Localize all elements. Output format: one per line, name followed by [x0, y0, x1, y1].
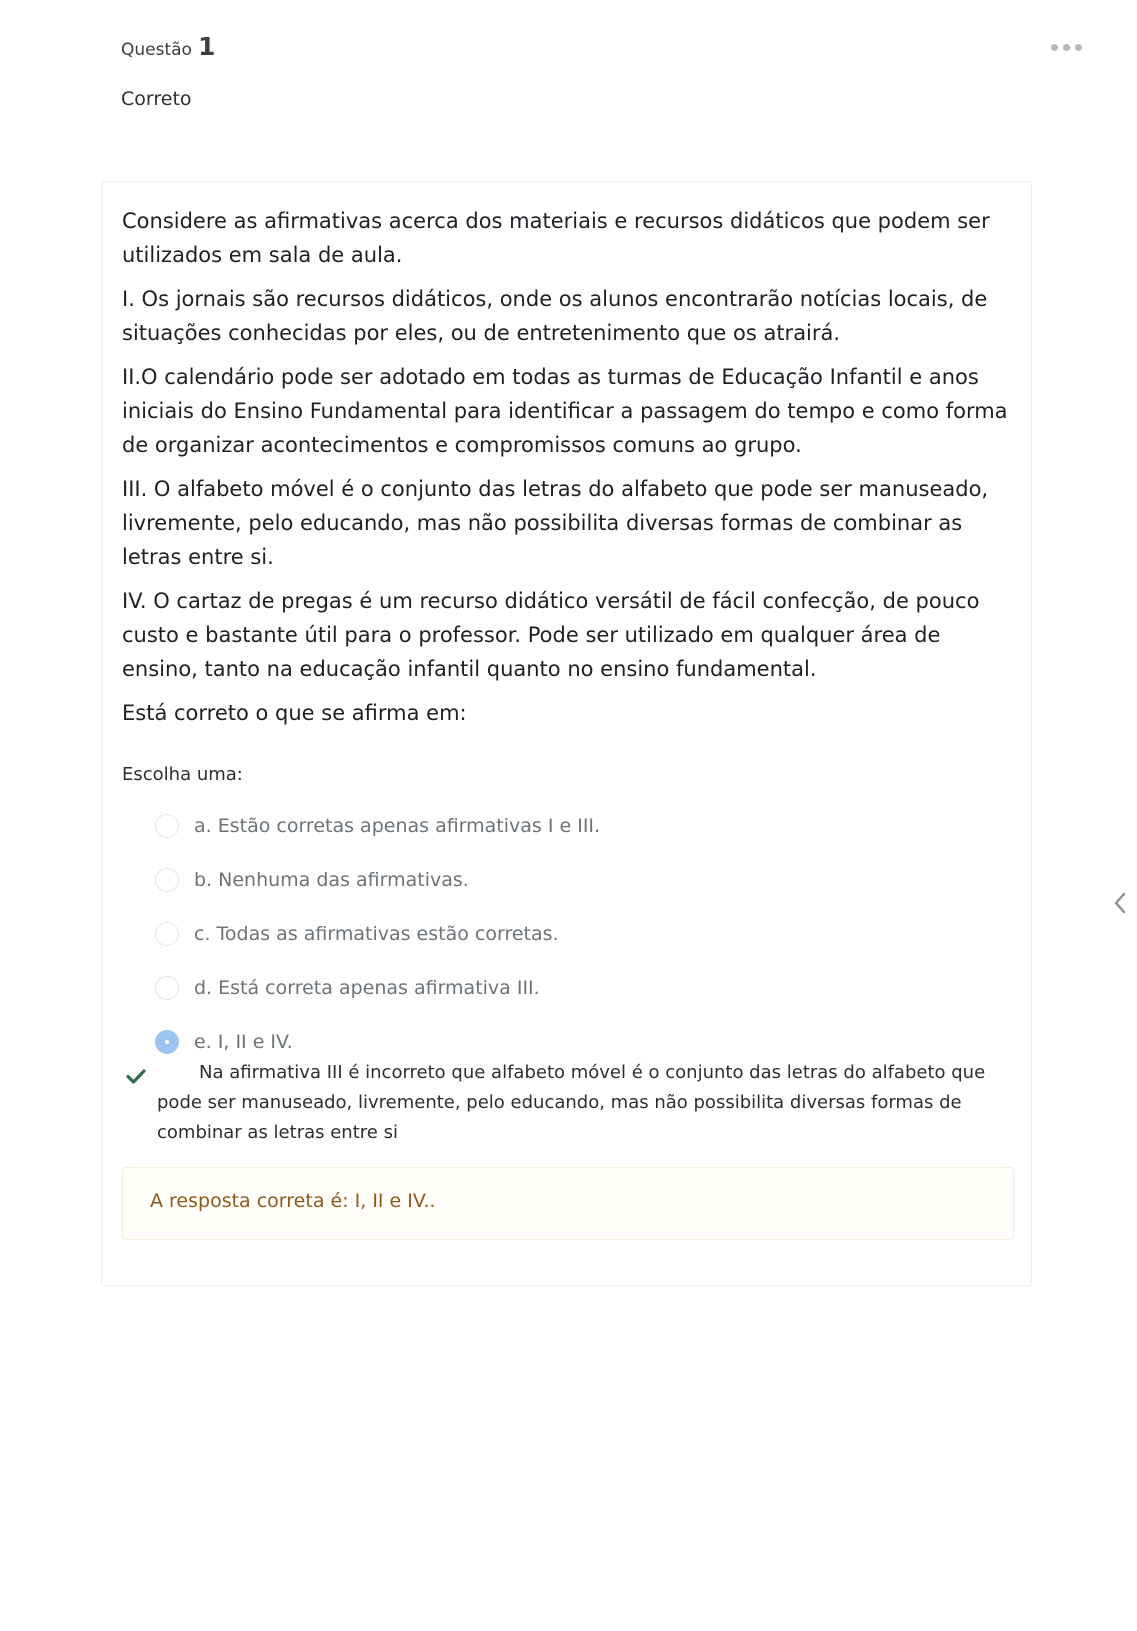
answer-feedback — [126, 1058, 996, 1148]
more-horizontal-icon — [1075, 44, 1082, 51]
more-options-button[interactable] — [1047, 40, 1086, 55]
question-text — [122, 204, 1022, 740]
more-horizontal-icon — [1051, 44, 1058, 51]
radio-button[interactable] — [155, 868, 179, 892]
answer-label[interactable]: d. Está correta apenas afirmativa III. — [194, 977, 540, 999]
more-horizontal-icon — [1063, 44, 1070, 51]
question-paragraph: III. O alfabeto móvel é o conjunto das letras do alfabeto que pode ser manuseado, livremente, pelo educando, mas não possibilita diversas formas de combinar as letras entre si. — [122, 477, 989, 569]
answer-label[interactable]: a. Estão corretas apenas afirmativas I e III. — [194, 815, 601, 837]
question-header — [121, 32, 215, 61]
radio-button[interactable] — [155, 976, 179, 1000]
question-paragraph: Está correto o que se afirma em: — [122, 701, 467, 725]
answer-prompt: Escolha uma: — [122, 764, 243, 785]
answer-label[interactable]: b. Nenhuma das afirmativas. — [194, 869, 469, 891]
answer-option-c[interactable] — [155, 919, 600, 949]
question-paragraph: I. Os jornais são recursos didáticos, onde os alunos encontrarão notícias locais, de situações conhecidas por eles, ou de entretenimento que os atrairá. — [122, 287, 988, 345]
radio-button[interactable] — [155, 814, 179, 838]
right-answer-box — [122, 1167, 1014, 1240]
radio-button[interactable] — [155, 922, 179, 946]
checkmark-icon — [126, 1068, 146, 1084]
radio-button-selected[interactable] — [155, 1030, 179, 1054]
question-number: 1 — [197, 32, 216, 61]
question-state: Correto — [121, 88, 192, 110]
radio-dot — [163, 1038, 171, 1046]
answer-option-e[interactable] — [155, 1027, 600, 1057]
answer-list — [155, 811, 600, 1081]
question-paragraph: Considere as afirmativas acerca dos materiais e recursos didáticos que podem ser utilizados em sala de aula. — [122, 209, 990, 267]
question-label: Questão — [121, 40, 192, 60]
question-paragraph: II.O calendário pode ser adotado em todas as turmas de Educação Infantil e anos iniciais do Ensino Fundamental para identificar a passagem do tempo e como forma de organizar acontecimentos e compromissos comuns ao grupo. — [122, 365, 1008, 457]
answer-label[interactable]: e. I, II e IV. — [194, 1031, 293, 1053]
question-paragraph: IV. O cartaz de pregas é um recurso didático versátil de fácil confecção, de pouco custo e bastante útil para o professor. Pode ser utilizado em qualquer área de ensino, tanto na educação infantil quanto no ensino fundamental. — [122, 589, 980, 681]
answer-option-b[interactable] — [155, 865, 600, 895]
answer-option-a[interactable] — [155, 811, 600, 841]
answer-label[interactable]: c. Todas as afirmativas estão corretas. — [194, 923, 559, 945]
answer-option-d[interactable] — [155, 973, 600, 1003]
right-answer-text: A resposta correta é: I, II e IV.. — [150, 1190, 436, 1212]
chevron-left-icon[interactable] — [1110, 890, 1130, 916]
feedback-text: Na afirmativa III é incorreto que alfabeto móvel é o conjunto das letras do alfabeto que pode ser manuseado, livremente, pelo educando, mas não possibilita diversas formas de combinar as letras entre si — [157, 1062, 986, 1143]
